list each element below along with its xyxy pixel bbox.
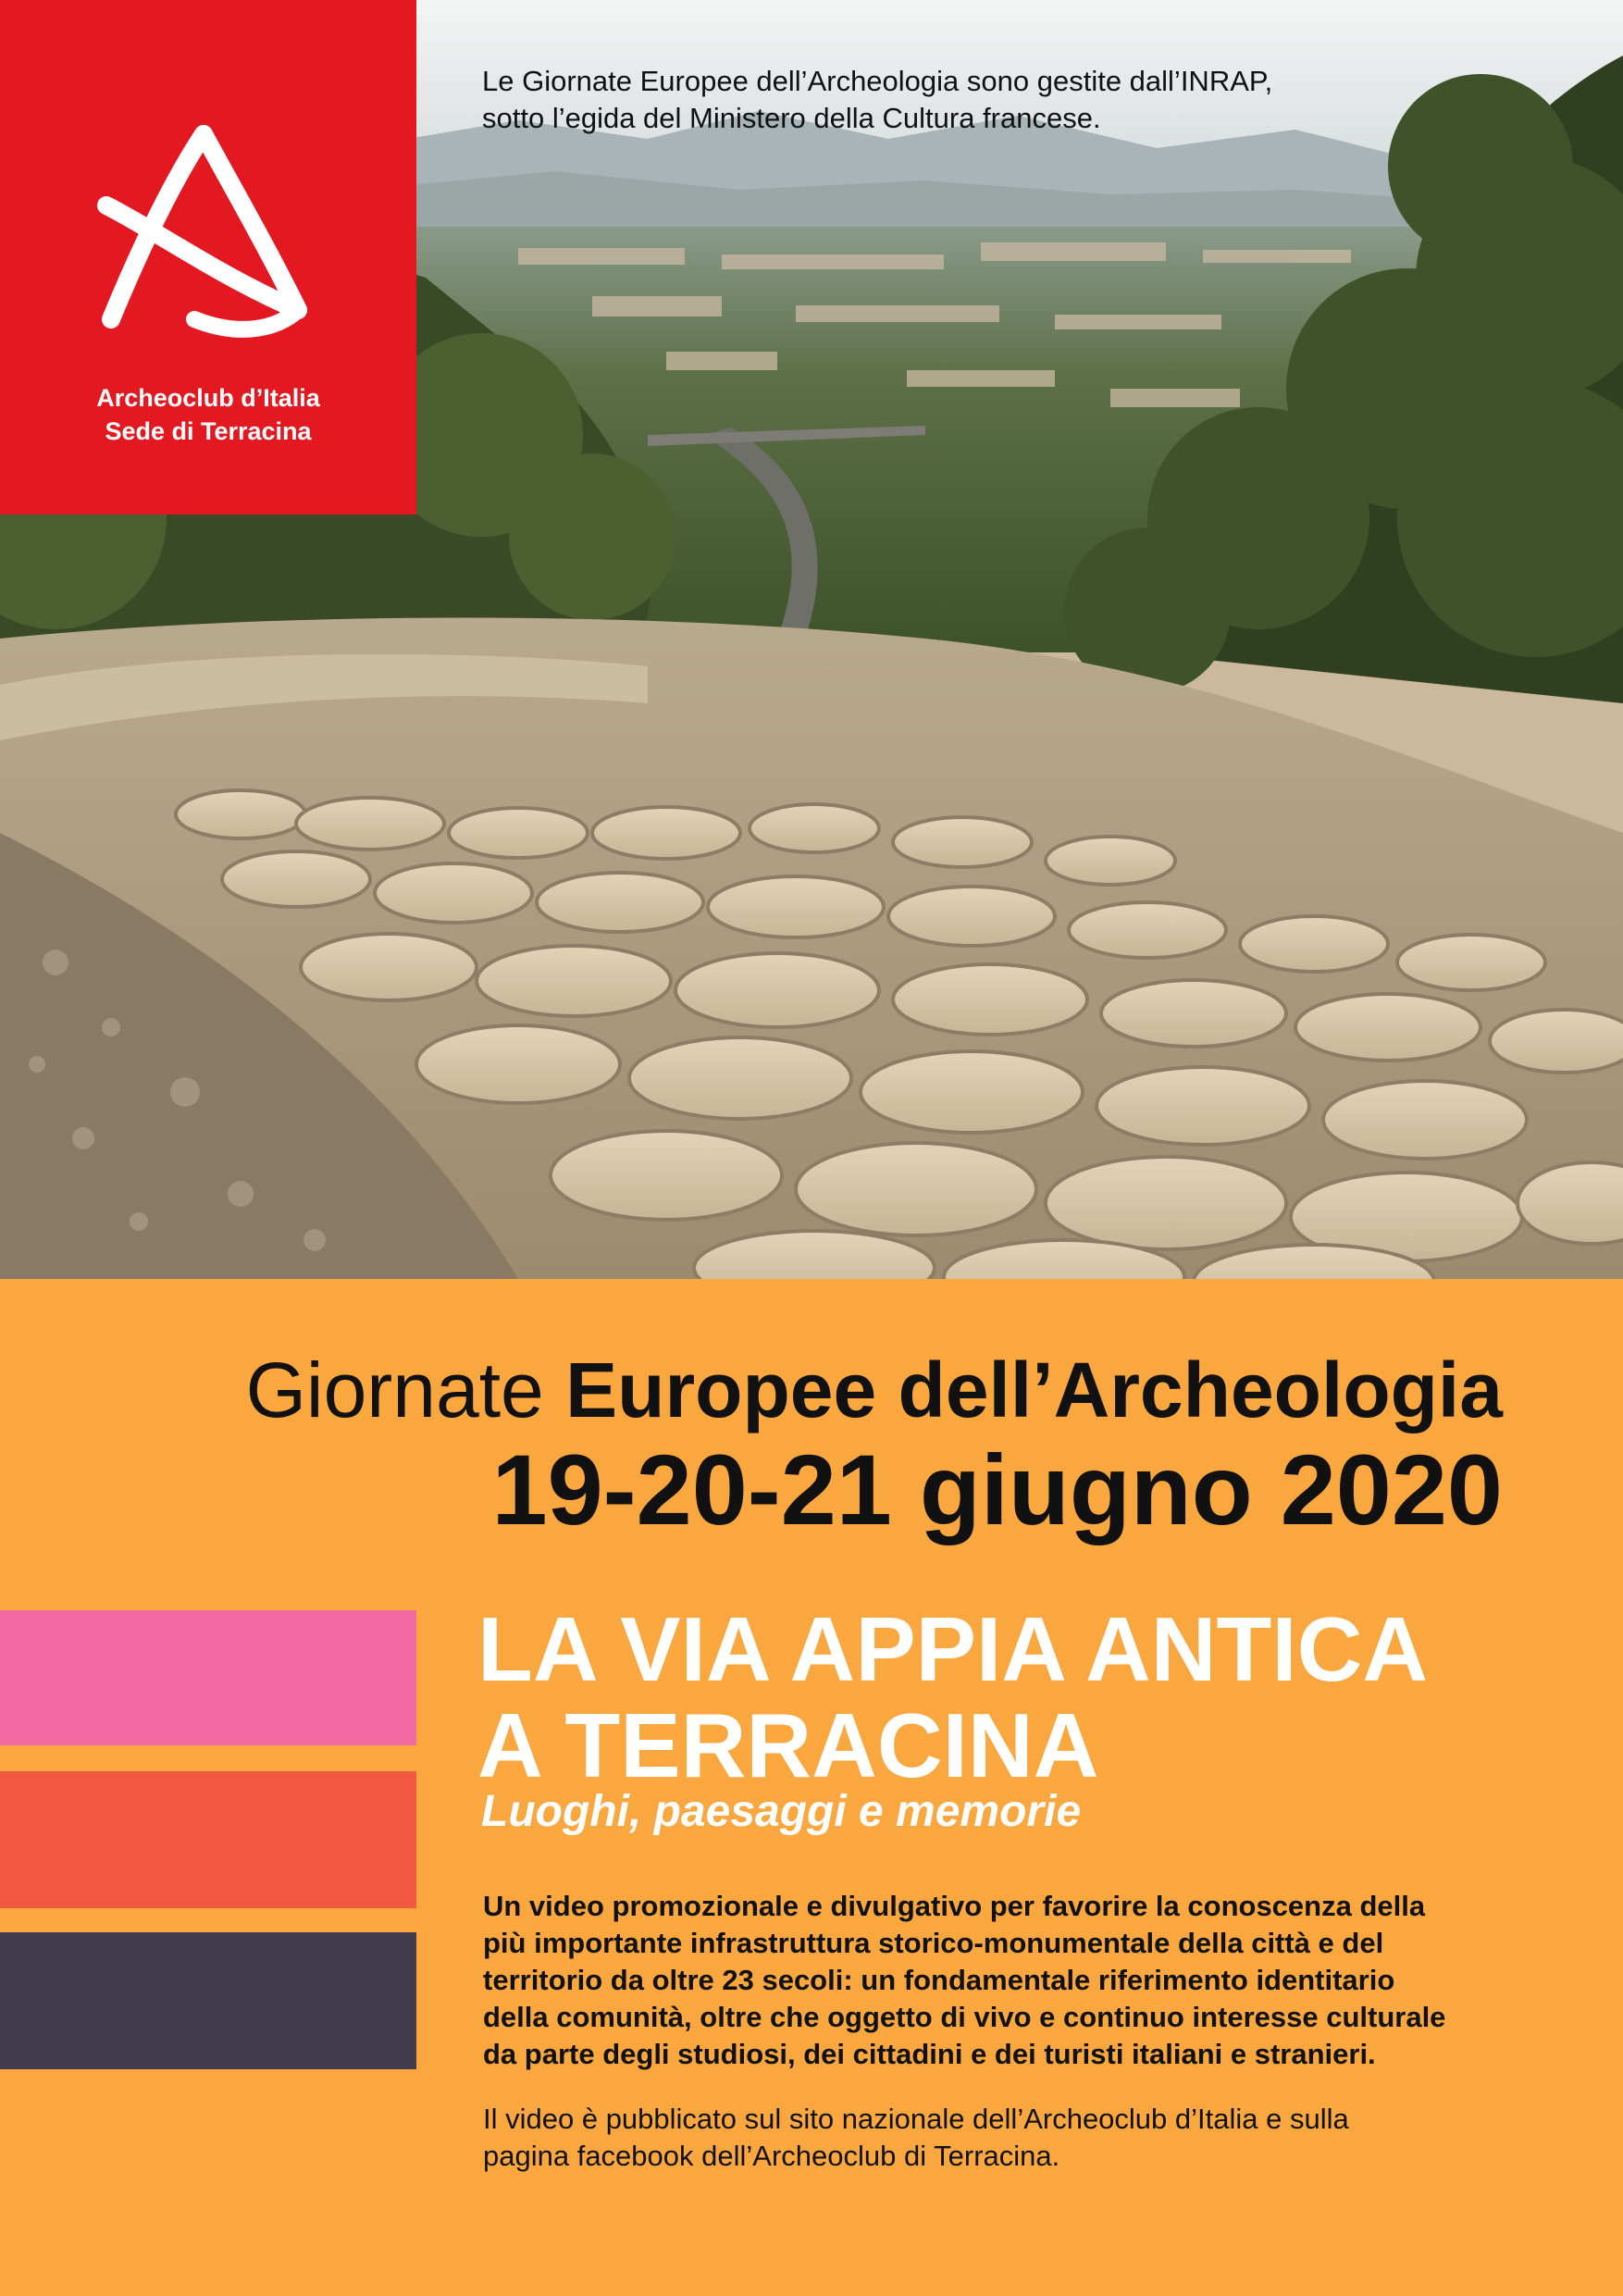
decorative-bar-red bbox=[0, 1771, 416, 1908]
description-line: della comunità, oltre che oggetto di vivo e continuo interesse culturale bbox=[483, 2001, 1446, 2033]
headline-line2: A TERRACINA bbox=[477, 1694, 1099, 1796]
event-title bbox=[246, 1346, 1503, 1434]
description-line: Un video promozionale e divulgativo per favorire la conoscenza della bbox=[483, 1890, 1426, 1922]
publication-note bbox=[483, 2101, 1538, 2175]
description-line: più importante infrastruttura storico-monumentale della città e del bbox=[483, 1927, 1384, 1959]
intro-line: Le Giornate Europee dell’Archeologia sono gestite dall’INRAP, bbox=[482, 65, 1273, 97]
archeoclub-logo-icon bbox=[93, 120, 315, 342]
description-paragraph bbox=[483, 1888, 1538, 2073]
decorative-bar-pink bbox=[0, 1610, 416, 1745]
headline bbox=[477, 1598, 1569, 1796]
description-line: da parte degli studiosi, dei cittadini e dei turisti italiani e stranieri. bbox=[483, 2038, 1376, 2070]
decorative-bar-dark bbox=[0, 1932, 416, 2069]
event-title-light: Giornate bbox=[245, 1347, 544, 1433]
intro-line: sotto l’egida del Ministero della Cultura francese. bbox=[482, 102, 1101, 134]
archeoclub-name bbox=[0, 381, 416, 448]
event-title-bold: Europee dell’Archeologia bbox=[565, 1347, 1503, 1433]
note-line: Il video è pubblicato sul sito nazionale dell’Archeoclub d’Italia e sulla bbox=[483, 2103, 1349, 2135]
headline-subtitle: Luoghi, paesaggi e memorie bbox=[481, 1787, 1082, 1836]
logo-name-line2: Sede di Terracina bbox=[105, 417, 312, 445]
archeoclub-logo-block bbox=[0, 0, 416, 515]
event-info-section bbox=[0, 1279, 1623, 2296]
description-line: territorio da oltre 23 secoli: un fondamentale riferimento identitario bbox=[483, 1964, 1395, 1996]
headline-line1: LA VIA APPIA ANTICA bbox=[477, 1598, 1429, 1700]
note-line: pagina facebook dell’Archeoclub di Terracina. bbox=[483, 2140, 1060, 2172]
logo-name-line1: Archeoclub d’Italia bbox=[96, 384, 320, 412]
intro-text bbox=[482, 63, 1500, 137]
event-dates: 19-20-21 giugno 2020 bbox=[491, 1433, 1503, 1545]
